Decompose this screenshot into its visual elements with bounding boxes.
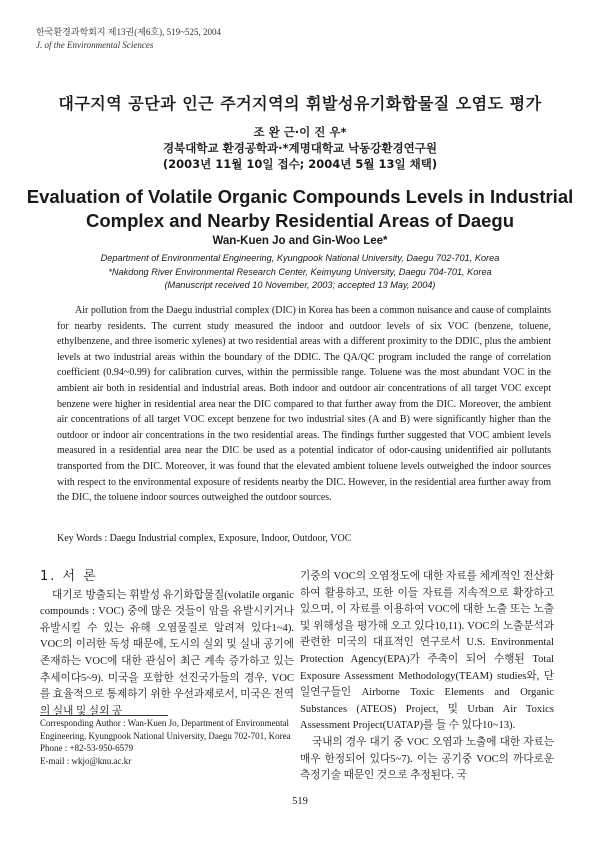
footnote-author: Corresponding Author : Wan-Kuen Jo, Department of Environmental Engineering, Kyungpook National University, Daegu 702-701, Korea	[40, 718, 292, 741]
english-affiliations	[0, 252, 600, 293]
section-heading: 1. 서 론	[40, 569, 98, 584]
journal-volume: 한국환경과학회지 제13권(제6호), 519~525, 2004	[36, 27, 221, 37]
english-title-line-2: Complex and Nearby Residential Areas of Daegu	[85, 210, 515, 231]
korean-authors: 조 완 근·이 진 우*	[253, 125, 347, 139]
english-title-line-1: Evaluation of Volatile Organic Compounds Levels in Industrial	[26, 186, 574, 207]
footnote-divider	[40, 715, 168, 716]
intro-paragraph-right-2: 국내의 경우 대기 중 VOC 오염과 노출에 대한 자료는 매우 한정되어 있다5~7). 이는 공기중 VOC의 까다로운 측정기술 때문인 것으로 추정된다. 국	[300, 736, 554, 782]
intro-paragraph-right-1: 기중의 VOC의 오염정도에 대한 자료를 체계적인 전산화하여 활용하고, 또한 이들 자료를 지속적으로 확장하고 있으며, 이 자료를 이용하여 VOC에 대한 노출 또는 노출 및 위해성을 평가해 오고 있다10,11). VOC의 노출분석과 관련한 미국의 대표적인 연구로서 U.S. Environmental Protection Agency(EPA)가 주축이 되어 수행된 Total Exposure Assessment Methodology(TEAM) studies와, 단일연구들인 Airborne Toxic Elements and Organic Substances (ATEOS) Project, 및 Urban Air Toxics Assessment Project(UATAP)를 들 수 있다10~13).	[300, 571, 554, 732]
corresponding-author-footnote	[40, 717, 294, 767]
manuscript-dates: (Manuscript received 10 November, 2003; accepted 13 May, 2004)	[164, 280, 436, 290]
journal-header	[36, 26, 221, 52]
affiliation-2: *Nakdong River Environmental Research Center, Keimyung University, Daegu 704-701, Korea	[108, 266, 492, 277]
korean-dates: (2003년 11월 10일 접수; 2004년 5월 13일 채택)	[162, 157, 438, 171]
affiliation-1: Department of Environmental Engineering, Kyungpook National University, Daegu 702-701, Korea	[100, 253, 500, 263]
korean-author-block	[0, 124, 600, 172]
english-title	[0, 185, 600, 233]
page-number: 519	[292, 796, 308, 807]
abstract: Air pollution from the Daegu industrial complex (DIC) in Korea has been a common nuisance and cause of complaints for nearby residents. The current study measured the indoor and outdoor levels of six VOC (benzene, toluene, ethylbenzene, and three isomeric xylenes) at two residential areas with a different proximity to the DDIC, plus the ambient levels at two industrial areas within the boundary of the DDIC. The QA/QC program included the range of correlation coefficient (0.94~0.99) for calibration curves, within the permissible range. Toluene was the most abundant VOC in the ambient air both in residential and industrial areas. Both indoor and outdoor air concentrations of all target VOC except benzene were higher in residential area near the DIC compared to that further away from the DIC. Moreover, the ambient air concentrations of all target VOC except benzene for two industrial sites (A and B) were significantly higher than the outdoor or indoor air concentrations in the two residential areas. The findings further suggested that VOC ambient levels measured in a residential area near the DIC be used as a potential indicator of odor-causing unidentified air pollutants transported from the DIC. Moreover, it was found that the elevated ambient toluene levels outweighed the indoor sources with respect to the environmental exposure of residents nearby the DIC. However, in the residential area further away from the DIC, the toluene indoor sources outweighed the outdoor sources.	[57, 305, 551, 504]
journal-name: J. of the Environmental Sciences	[36, 40, 154, 50]
korean-affiliation: 경북대학교 환경공학과·*계명대학교 낙동강환경연구원	[163, 141, 437, 155]
intro-paragraph-left: 대기로 방출되는 휘발성 유기화합물질(volatile organic compounds : VOC) 중에 많은 것들이 암을 유발시키거나 유발시킬 수 있는 유해 오염물질로 알려져 있다1~4). VOC의 이러한 독성 때문에, 도시의 실외 및 실내 공기에 존재하는 VOC에 대한 관심이 최근 계속 증가하고 있는 추세이다5~9). 미국을 포함한 선진국가들의 경우, VOC를 효율적으로 통제하기 위한 우선과제로서, 미국은 전역의 실내 및 실외 공	[40, 589, 294, 717]
right-column	[300, 569, 554, 785]
keywords: Key Words : Daegu Industrial complex, Exposure, Indoor, Outdoor, VOC	[57, 533, 352, 544]
english-authors: Wan-Kuen Jo and Gin-Woo Lee*	[212, 235, 388, 247]
footnote-phone: Phone : +82-53-950-6579	[40, 743, 134, 753]
korean-title: 대구지역 공단과 인근 주거지역의 휘발성유기화합물질 오염도 평가	[58, 94, 542, 113]
footnote-email: E-mail : wkjo@knu.ac.kr	[40, 755, 132, 766]
left-column	[40, 569, 294, 720]
